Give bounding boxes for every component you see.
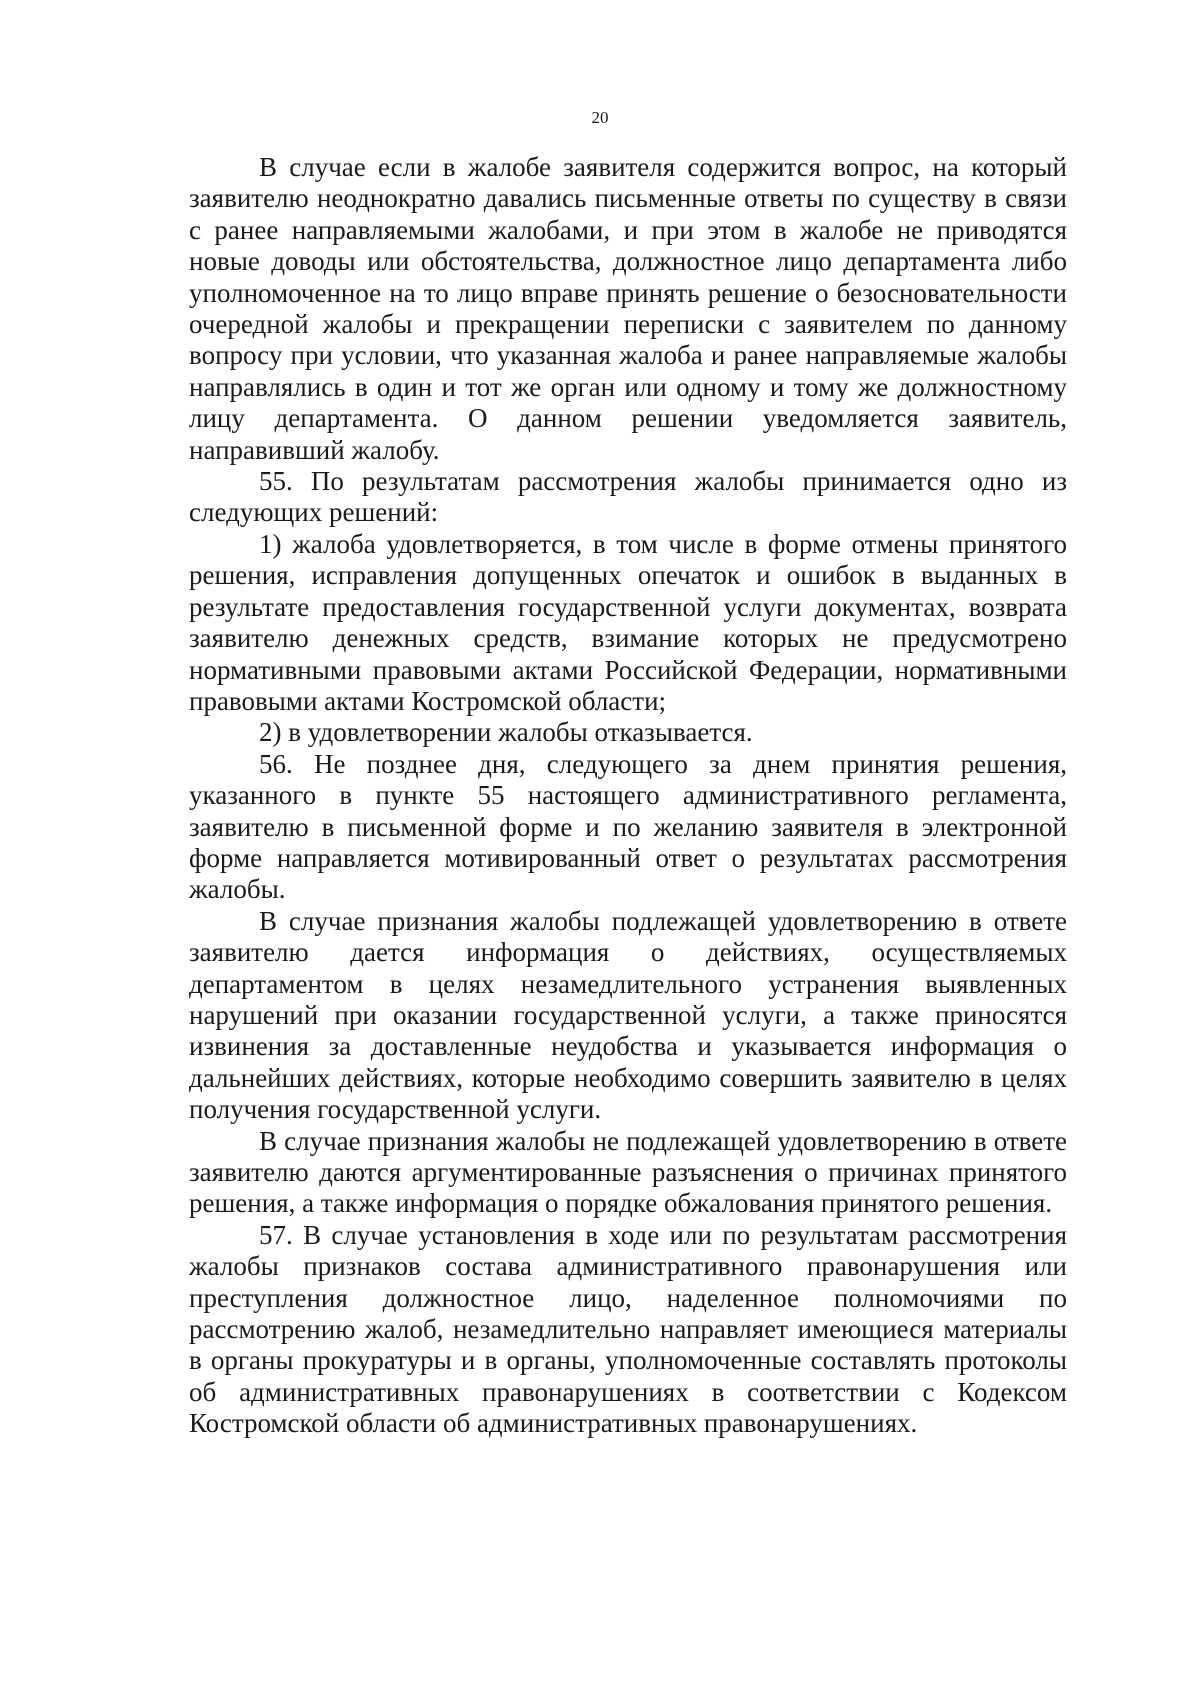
paragraph-item-56: 56. Не позднее дня, следующего за днем принятия решения, указанного в пункте 55 настоящего административного регламента, заявителю в письменной форме и по желанию заявителя в электронной форме направляется мотивированный ответ о результатах рассмотрения жалобы. bbox=[189, 748, 1067, 905]
paragraph-satisfied-response: В случае признания жалобы подлежащей удовлетворению в ответе заявителю дается информация о действиях, осуществляемых департаментом в целях незамедлительного устранения выявленных нарушений при оказании государственной услуги, а также приносятся извинения за доставленные неудобства и указывается информация о дальнейших действиях, которые необходимо совершить заявителю в целях получения государственной услуги. bbox=[189, 905, 1067, 1125]
paragraph-repeat-complaint: В случае если в жалобе заявителя содержится вопрос, на который заявителю неоднократно давались письменные ответы по существу в связи с ранее направляемыми жалобами, и при этом в жалобе не приводятся новые доводы или обстоятельства, должностное лицо департамента либо уполномоченное на то лицо вправе принять решение о безосновательности очередной жалобы и прекращении переписки с заявителем по данному вопросу при условии, что указанная жалоба и ранее направляемые жалобы направлялись в один и тот же орган или одному и тому же должностному лицу департамента. О данном решении уведомляется заявитель, направивший жалобу. bbox=[189, 152, 1067, 465]
document-body bbox=[189, 152, 1067, 1440]
paragraph-decision-2: 2) в удовлетворении жалобы отказывается. bbox=[259, 717, 753, 748]
paragraph-rejected-response: В случае признания жалобы не подлежащей удовлетворению в ответе заявителю даются аргументированные разъяснения о причинах принятого решения, а также информация о порядке обжалования принятого решения. bbox=[189, 1125, 1067, 1219]
page-number: 20 bbox=[591, 108, 609, 127]
paragraph-item-57: 57. В случае установления в ходе или по результатам рассмотрения жалобы признаков состава административного правонарушения или преступления должностное лицо, наделенное полномочиями по рассмотрению жалоб, незамедлительно направляет имеющиеся материалы в органы прокуратуры и в органы, уполномоченные составлять протоколы об административных правонарушениях в соответствии с Кодексом Костромской области об административных правонарушениях. bbox=[189, 1219, 1067, 1439]
paragraph-decision-1: 1) жалоба удовлетворяется, в том числе в форме отмены принятого решения, исправления допущенных опечаток и ошибок в выданных в результате предоставления государственной услуги документах, возврата заявителю денежных средств, взимание которых не предусмотрено нормативными правовыми актами Российской Федерации, нормативными правовыми актами Костромской области; bbox=[189, 528, 1067, 716]
paragraph-item-55: 55. По результатам рассмотрения жалобы принимается одно из следующих решений: bbox=[189, 466, 1067, 528]
